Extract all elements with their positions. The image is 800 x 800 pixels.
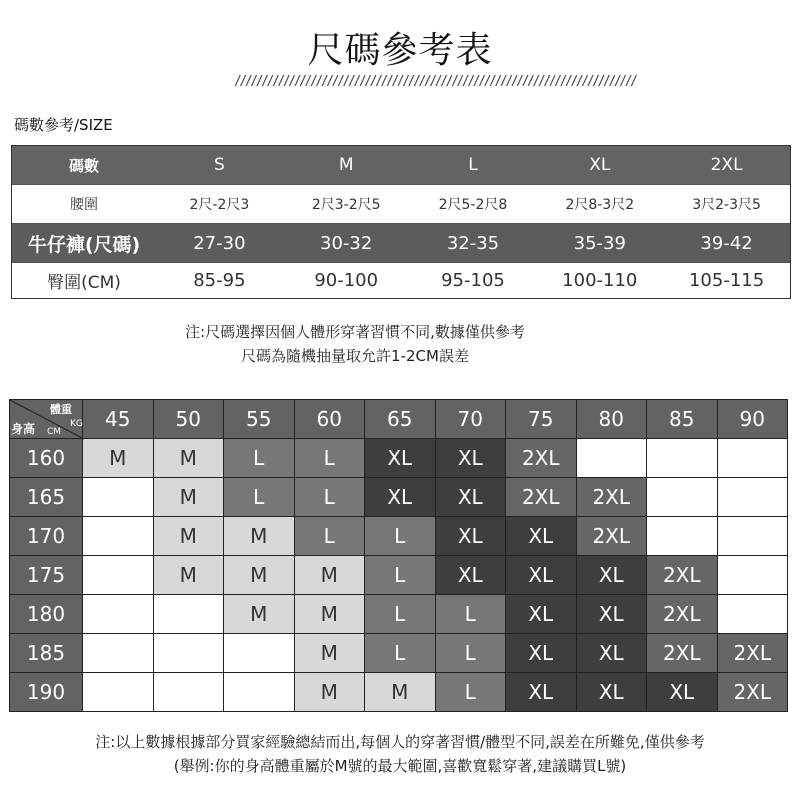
size-cell: M [223, 555, 295, 595]
size-cell [717, 438, 789, 478]
size-cell: XL [435, 477, 507, 517]
table-cell: 3尺2-3尺5 [692, 197, 761, 213]
size-cell [82, 594, 154, 634]
size-cell: 2XL [576, 477, 648, 517]
size-cell: M [223, 516, 295, 556]
height-header-cell: 165 [9, 477, 83, 517]
size-table [11, 145, 791, 299]
size-cell: XL [505, 516, 577, 556]
grid-row [10, 439, 790, 478]
size-cell [576, 438, 648, 478]
size-cell [82, 555, 154, 595]
row-label: 腰圍 [70, 197, 98, 213]
row-label: 牛仔褲(尺碼) [27, 233, 141, 256]
size-cell: L [223, 477, 295, 517]
page-title: 尺碼參考表 [307, 30, 493, 71]
table-cell: 105-115 [688, 270, 765, 291]
size-cell [717, 477, 789, 517]
size-note [0, 320, 710, 368]
height-weight-grid [10, 400, 790, 712]
size-note-line: 注:尺碼選擇因個人體形穿著習慣不同,數據僅供參考 [185, 323, 525, 341]
size-header-cell: XL [589, 155, 611, 175]
weight-header-cell: 80 [576, 399, 648, 439]
size-cell: 2XL [717, 633, 789, 673]
size-header-cell: M [338, 155, 354, 175]
size-cell: XL [576, 594, 648, 634]
grid-row [10, 595, 790, 634]
height-header-cell: 190 [9, 672, 83, 712]
weight-header-cell: 75 [505, 399, 577, 439]
grid-row [10, 634, 790, 673]
table-cell: 2尺-2尺3 [189, 197, 250, 213]
grid-row [10, 673, 790, 712]
size-cell: M [364, 672, 436, 712]
size-cell [223, 633, 295, 673]
table-cell: 2尺8-3尺2 [565, 197, 635, 213]
size-cell: M [82, 438, 154, 478]
weight-header-cell: 90 [717, 399, 789, 439]
height-header-cell: 160 [9, 438, 83, 478]
height-header-cell: 185 [9, 633, 83, 673]
size-cell: L [294, 438, 366, 478]
size-cell: 2XL [505, 477, 577, 517]
grid-row [10, 478, 790, 517]
size-cell: L [294, 477, 366, 517]
size-cell: XL [576, 672, 648, 712]
size-cell: L [364, 633, 436, 673]
size-cell: XL [364, 438, 436, 478]
weight-header-cell: 45 [82, 399, 154, 439]
table-cell: 2尺3-2尺5 [311, 197, 381, 213]
size-cell: L [364, 516, 436, 556]
size-header-label: 碼數 [68, 156, 99, 175]
size-cell [646, 477, 718, 517]
grid-corner [9, 399, 83, 439]
size-cell: M [294, 633, 366, 673]
weight-header-cell: 60 [294, 399, 366, 439]
height-header-cell: 180 [9, 594, 83, 634]
table-cell: 2尺5-2尺8 [438, 197, 508, 213]
size-cell: M [223, 594, 295, 634]
table-cell: 39-42 [700, 232, 753, 254]
size-cell [153, 594, 225, 634]
weight-header-cell: 65 [364, 399, 436, 439]
weight-header-row [10, 400, 790, 439]
size-cell: XL [505, 594, 577, 634]
size-cell: 2XL [717, 672, 789, 712]
cm-unit-label: CM [47, 427, 62, 437]
size-cell: L [435, 594, 507, 634]
footer-note [0, 730, 800, 778]
height-axis-label: 身高 [11, 422, 36, 436]
size-cell [646, 516, 718, 556]
table-cell: 27-30 [193, 232, 246, 254]
size-cell [717, 516, 789, 556]
size-cell: XL [576, 633, 648, 673]
size-cell: L [223, 438, 295, 478]
size-cell: XL [646, 672, 718, 712]
size-cell: M [294, 672, 366, 712]
size-cell: M [294, 555, 366, 595]
size-header-cell: S [214, 155, 225, 175]
size-cell: L [435, 633, 507, 673]
weight-header-cell: 50 [153, 399, 225, 439]
table-cell: 30-32 [320, 232, 373, 254]
size-note-line: 尺碼為隨機抽量取允許1-2CM誤差 [241, 347, 469, 365]
size-cell: XL [435, 555, 507, 595]
size-cell: XL [576, 555, 648, 595]
size-cell: L [294, 516, 366, 556]
table-cell: 90-100 [314, 270, 379, 291]
size-cell: 2XL [646, 633, 718, 673]
footer-note-line: 注:以上數據根據部分買家經驗總結而出,每個人的穿著習慣/體型不同,誤差在所難免,僅供參考 [95, 733, 705, 751]
size-section-label: 碼數參考/SIZE [14, 116, 113, 134]
size-cell: M [153, 555, 225, 595]
size-cell: XL [505, 555, 577, 595]
table-cell: 32-35 [446, 232, 500, 254]
size-cell: 2XL [505, 438, 577, 478]
weight-header-cell: 70 [435, 399, 507, 439]
size-cell: M [153, 477, 225, 517]
height-header-cell: 175 [9, 555, 83, 595]
weight-axis-label: 體重 [50, 403, 72, 416]
size-cell [646, 438, 718, 478]
weight-header-cell: 55 [223, 399, 295, 439]
footer-note-line: (舉例:你的身高體重屬於M號的最大範圍,喜歡寬鬆穿著,建議購買L號) [173, 757, 627, 775]
size-cell: XL [505, 633, 577, 673]
size-cell: XL [435, 438, 507, 478]
size-cell [82, 477, 154, 517]
size-cell [82, 633, 154, 673]
size-cell: L [435, 672, 507, 712]
weight-header-cell: 85 [646, 399, 718, 439]
size-cell: L [364, 594, 436, 634]
height-header-cell: 170 [9, 516, 83, 556]
size-cell [717, 594, 789, 634]
size-cell: 2XL [646, 555, 718, 595]
size-header-cell: 2XL [710, 155, 743, 175]
grid-row [10, 517, 790, 556]
size-cell [153, 672, 225, 712]
size-header-cell: L [468, 155, 478, 175]
table-cell: 95-105 [441, 270, 505, 291]
size-cell: XL [435, 516, 507, 556]
size-cell: XL [505, 672, 577, 712]
size-cell [82, 672, 154, 712]
grid-row [10, 556, 790, 595]
waist-row [12, 184, 790, 224]
size-cell [153, 633, 225, 673]
size-cell: M [294, 594, 366, 634]
size-cell: XL [364, 477, 436, 517]
size-cell: L [364, 555, 436, 595]
row-label: 臀圍(CM) [47, 273, 121, 293]
title-divider: ////////////////////////////////////////////////////////////////////////// [234, 74, 636, 89]
size-cell [717, 555, 789, 595]
size-cell: 2XL [576, 516, 648, 556]
table-cell: 85-95 [193, 270, 246, 291]
size-cell: 2XL [646, 594, 718, 634]
table-cell: 35-39 [573, 232, 626, 254]
size-cell: M [153, 516, 225, 556]
kg-unit-label: KG [70, 419, 83, 429]
size-cell [82, 516, 154, 556]
table-cell: 100-110 [562, 270, 638, 291]
size-cell: M [153, 438, 225, 478]
jeans-size-row [12, 224, 790, 262]
size-cell [223, 672, 295, 712]
size-header-row [12, 146, 790, 184]
hip-row [12, 262, 790, 298]
